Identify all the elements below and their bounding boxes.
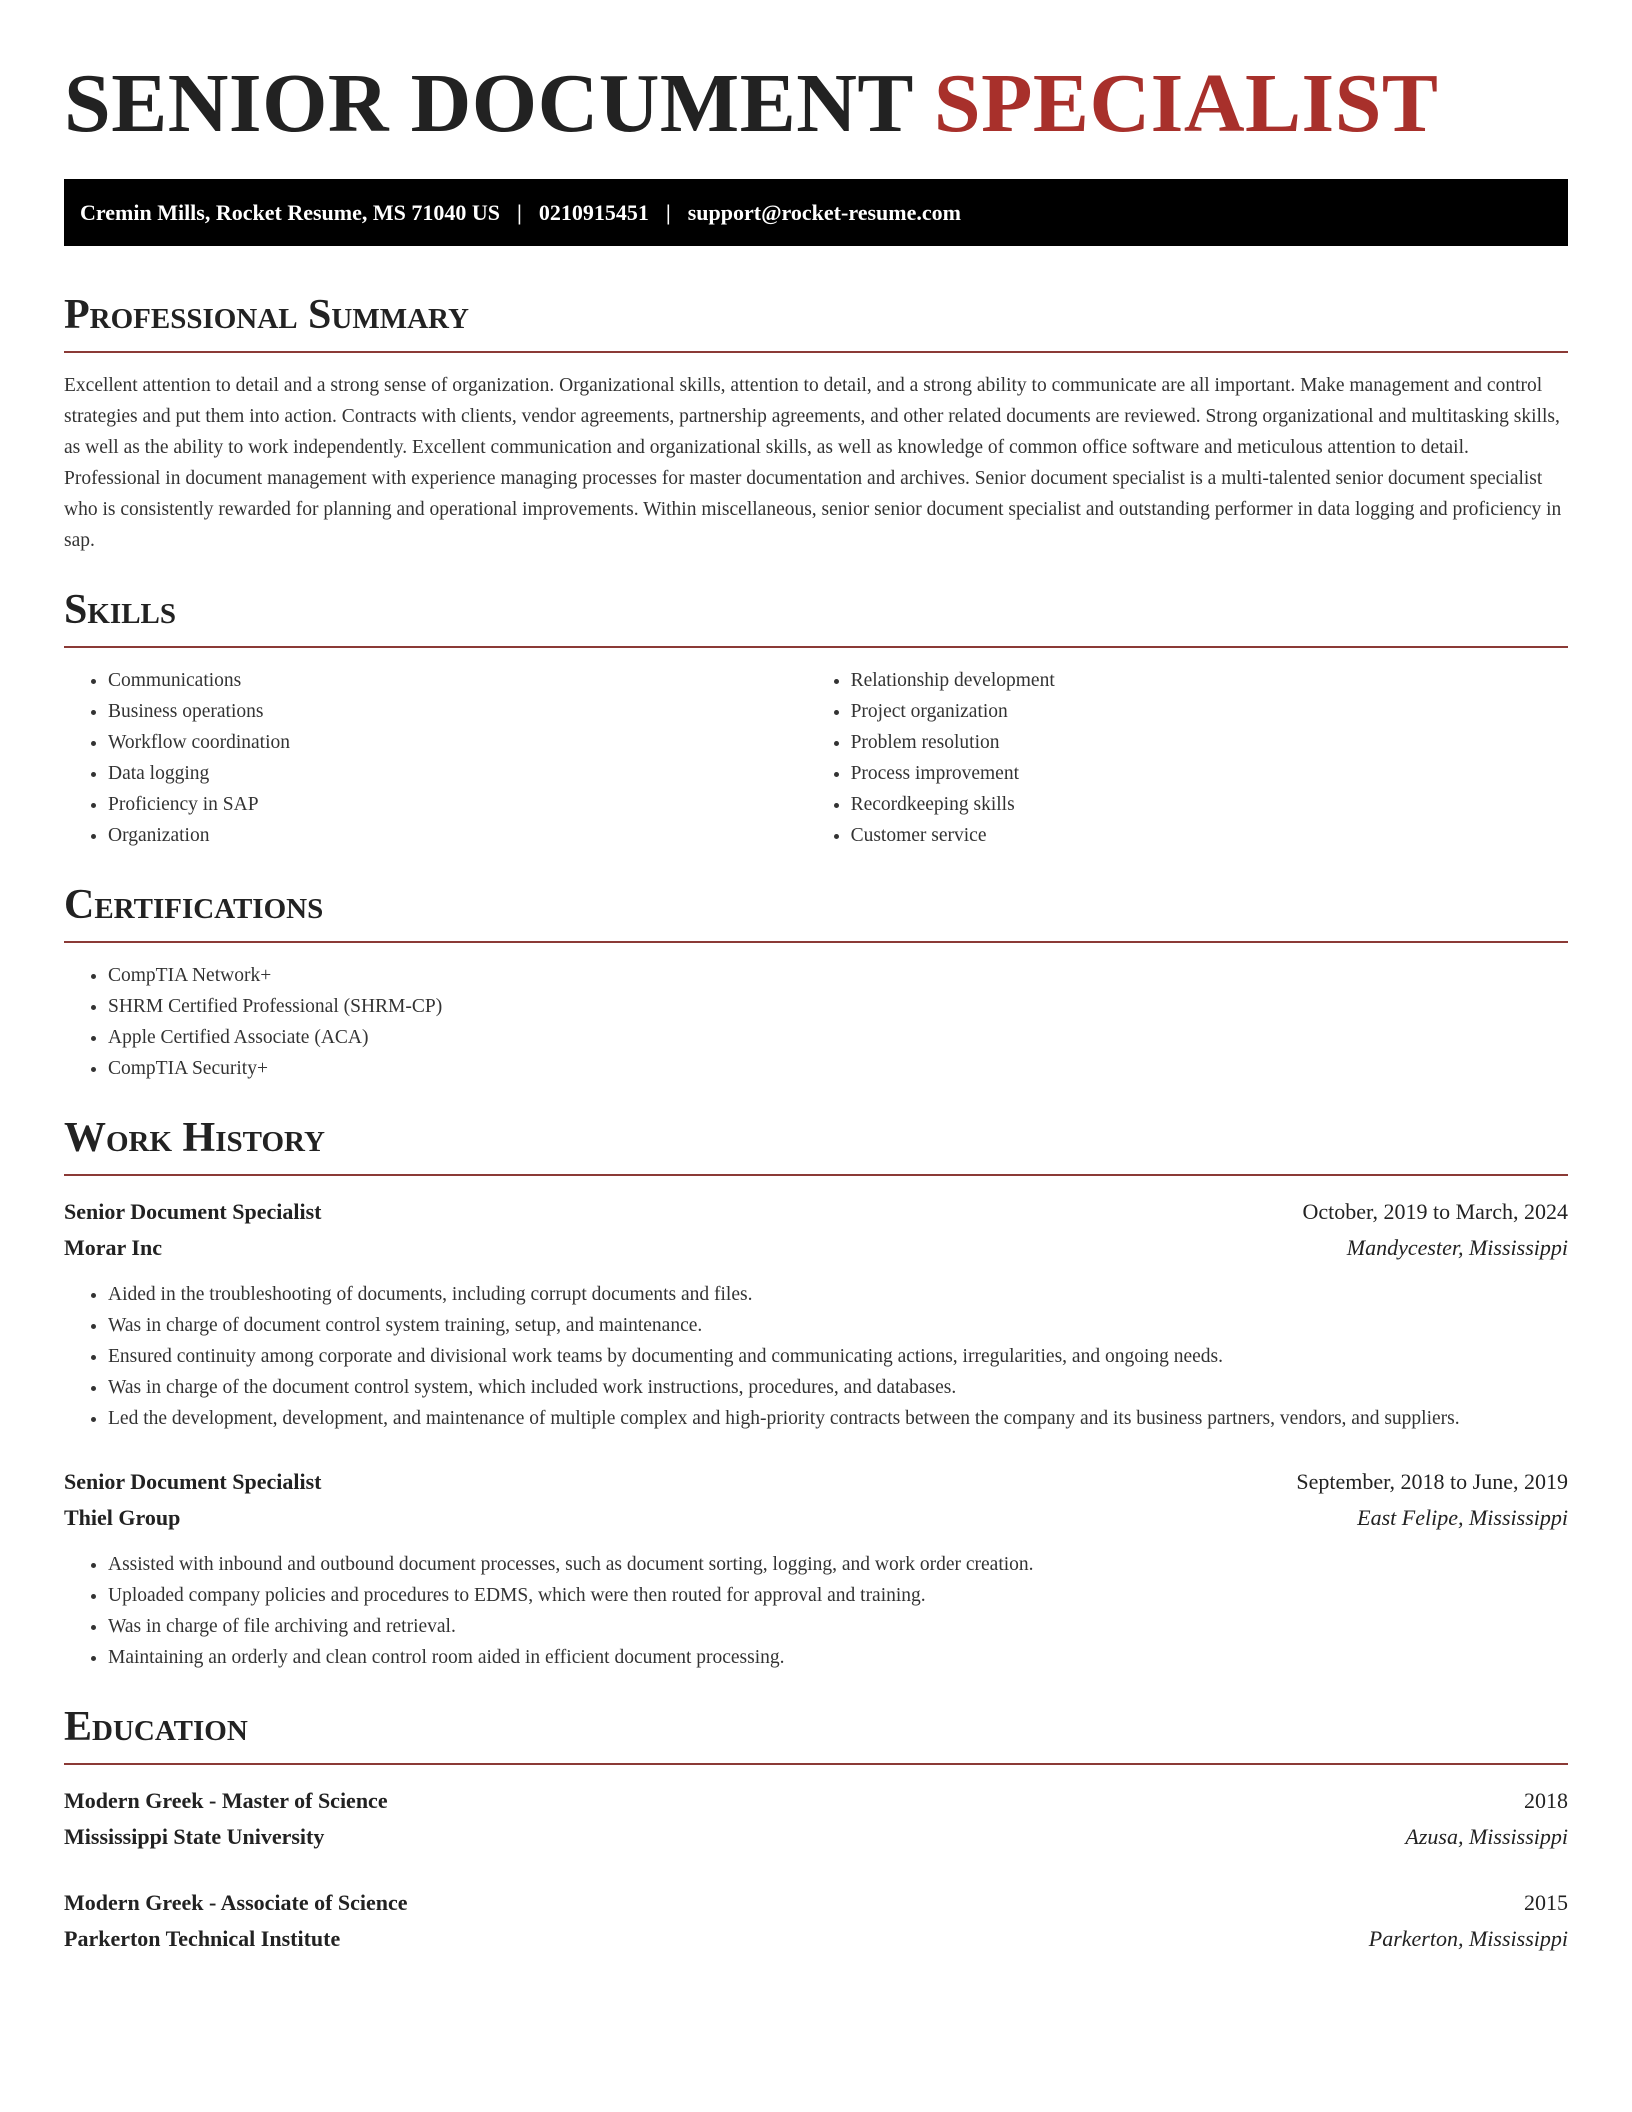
skill-item: • Problem resolution <box>851 727 1568 758</box>
job-header-row <box>64 1464 1568 1500</box>
contact-address: Cremin Mills, Rocket Resume, MS 71040 US <box>80 199 500 225</box>
job-company-row <box>64 1500 1568 1536</box>
skill-item: • Process improvement <box>851 758 1568 789</box>
job-location: East Felipe, Mississippi <box>1357 1505 1568 1530</box>
education-school-row <box>64 1819 1568 1855</box>
education-degree-row <box>64 1783 1568 1819</box>
skills-list <box>64 665 1568 851</box>
education-school: Mississippi State University <box>64 1824 325 1849</box>
certifications-heading: Certifications <box>64 881 1568 943</box>
job-header-row <box>64 1194 1568 1230</box>
summary-heading: Professional Summary <box>64 291 1568 353</box>
job-entry <box>64 1194 1568 1434</box>
job-duty: • Ensured continuity among corporate and divisional work teams by documenting and communicating actions, irregularities, and ongoing needs. <box>108 1341 1568 1372</box>
resume-title <box>64 0 1568 152</box>
skill-item: • Organization <box>108 820 807 851</box>
job-company: Morar Inc <box>64 1235 162 1260</box>
certification-item: • SHRM Certified Professional (SHRM-CP) <box>108 991 1568 1022</box>
job-duty: • Uploaded company policies and procedures to EDMS, which were then routed for approval and training. <box>108 1580 1568 1611</box>
job-title: Senior Document Specialist <box>64 1469 322 1494</box>
skill-item: • Data logging <box>108 758 807 789</box>
title-accent: SPECIALIST <box>933 57 1439 150</box>
job-duty: • Maintaining an orderly and clean control room aided in efficient document processing. <box>108 1642 1568 1673</box>
skills-column-left <box>64 665 807 851</box>
skill-item: • Customer service <box>851 820 1568 851</box>
job-duty: • Assisted with inbound and outbound document processes, such as document sorting, logging, and work order creation. <box>108 1549 1568 1580</box>
job-duties-list <box>64 1279 1568 1434</box>
education-heading: Education <box>64 1703 1568 1765</box>
skill-item: • Business operations <box>108 696 807 727</box>
certification-item: • Apple Certified Associate (ACA) <box>108 1022 1568 1053</box>
contact-phone: 0210915451 <box>538 199 649 225</box>
skill-item: • Workflow coordination <box>108 727 807 758</box>
job-duty: • Was in charge of the document control system, which included work instructions, procedures, and databases. <box>108 1372 1568 1403</box>
certification-item: • CompTIA Network+ <box>108 960 1568 991</box>
skill-item: • Communications <box>108 665 807 696</box>
skills-heading: Skills <box>64 586 1568 648</box>
contact-separator: | <box>665 199 671 225</box>
skill-item: • Proficiency in SAP <box>108 789 807 820</box>
education-degree-row <box>64 1885 1568 1921</box>
job-dates: September, 2018 to June, 2019 <box>1296 1469 1568 1494</box>
skill-item: • Recordkeeping skills <box>851 789 1568 820</box>
education-year: 2015 <box>1524 1890 1568 1915</box>
job-duty: • Led the development, development, and maintenance of multiple complex and high-priority contracts between the company and its business partners, vendors, and suppliers. <box>108 1403 1568 1434</box>
education-school: Parkerton Technical Institute <box>64 1926 341 1951</box>
job-duty: • Aided in the troubleshooting of documents, including corrupt documents and files. <box>108 1279 1568 1310</box>
job-company: Thiel Group <box>64 1505 181 1530</box>
job-entry <box>64 1464 1568 1673</box>
title-main: SENIOR DOCUMENT <box>64 57 913 150</box>
education-year: 2018 <box>1524 1788 1568 1813</box>
job-title: Senior Document Specialist <box>64 1199 322 1224</box>
education-entry <box>64 1885 1568 1957</box>
skill-item: • Project organization <box>851 696 1568 727</box>
contact-bar <box>64 179 1568 246</box>
education-degree: Modern Greek - Associate of Science <box>64 1890 408 1915</box>
certification-item: • CompTIA Security+ <box>108 1053 1568 1084</box>
education-school-row <box>64 1921 1568 1957</box>
certifications-list <box>64 960 1568 1084</box>
skill-item: • Relationship development <box>851 665 1568 696</box>
education-location: Parkerton, Mississippi <box>1368 1926 1568 1951</box>
contact-separator: | <box>517 199 522 225</box>
contact-email[interactable]: support@rocket-resume.com <box>687 199 961 225</box>
education-location: Azusa, Mississippi <box>1405 1824 1568 1849</box>
job-company-row <box>64 1230 1568 1266</box>
education-degree: Modern Greek - Master of Science <box>64 1788 388 1813</box>
education-entry <box>64 1783 1568 1855</box>
job-dates: October, 2019 to March, 2024 <box>1302 1199 1568 1224</box>
job-duty: • Was in charge of document control system training, setup, and maintenance. <box>108 1310 1568 1341</box>
summary-text: Excellent attention to detail and a strong sense of organization. Organizational skills, attention to detail, and a strong ability to communicate are all important. Make management and control strategies and put them into action. Contracts with clients, vendor agreements, partnership agreements, and other related documents are reviewed. Strong organizational and multitasking skills, as well as the ability to work independently. Excellent communication and organizational skills, as well as knowledge of common office software and meticulous attention to detail. Professional in document management with experience managing processes for master documentation and archives. Senior document specialist is a multi-talented senior document specialist who is consistently rewarded for planning and operational improvements. Within miscellaneous, senior senior document specialist and outstanding performer in data logging and proficiency in sap. <box>64 375 1562 551</box>
skills-column-right <box>807 665 1568 851</box>
job-duty: • Was in charge of file archiving and retrieval. <box>108 1611 1568 1642</box>
job-location: Mandycester, Mississippi <box>1346 1235 1568 1260</box>
job-duties-list <box>64 1549 1568 1673</box>
work-history-heading: Work History <box>64 1114 1568 1176</box>
